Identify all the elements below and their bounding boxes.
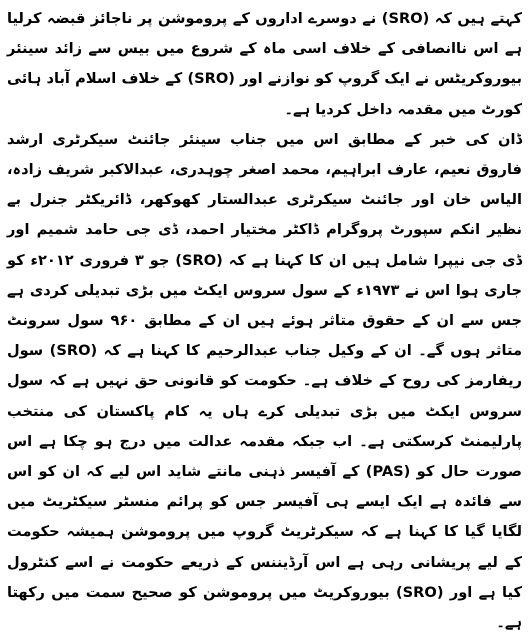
paragraph-1: کہتے ہیں کہ (SRO) نے دوسرے اداروں کے پروموشن پر ناجائز قبضہ کرلیا ہے اس ناانصافی کے خلاف اسی ماہ کے شروع میں بیس سے زائد سینئر بیوروکریٹس نے ایک گروپ کو نوازنے اور (SRO) کے خلاف اسلام آباد ہائی کورٹ میں مقدمہ داخل کردیا ہے۔	[7, 10, 523, 118]
paragraph-2: ڈان کی خبر کے مطابق اس میں جناب سینئر جائنٹ سیکرٹری ارشد فاروق نعیم، عارف ابراہیم، محمد اصغر چوہدری، عبدالاکبر شریف زادہ، الیاس خان اور جائنٹ سیکرٹری عبدالستار کھوکھر، ڈائریکٹر جنرل بے نظیر انکم سپورٹ پروگرام ڈاکٹر مختیار احمد، ڈی جی حامد شمیم اور ڈی جی نیپرا شامل ہیں ان کا کہنا ہے کہ (SRO) جو ۳ فروری ۲۰۱۲ء کو جاری ہوا اس نے ۱۹۷۳ء کے سول سروس ایکٹ میں بڑی تبدیلی کردی ہے جس سے ان کے حقوق متاثر ہوئے ہیں ان کے مطابق ۹۶۰ سول سرونٹ متاثر ہوں گے۔ ان کے وکیل جناب عبدالرحیم کا کہنا ہے کہ (SRO) سول ریفارمز کی روح کے خلاف ہے۔ حکومت کو قانونی حق نہیں ہے کہ سول سروس ایکٹ میں بڑی تبدیلی کرے ہاں یہ کام پاکستان کی منتخب پارلیمنٹ کرسکتی ہے۔ اب جبکہ مقدمہ عدالت میں درج ہو چکا ہے اس صورت حال کو (PAS) کے آفیسر ذہنی مانتے شاید اس لیے کہ ان کو اس سے فائدہ ہے ایک ایسے ہی آفیسر جس کو پرائم منسٹر سیکٹریٹ میں لگایا گیا کا کہنا ہے کہ سیکرٹریٹ گروپ میں پروموشن ہمیشہ حکومت کے لیے پریشانی رہی ہے اس آرڈیننس کے ذریعے حکومت نے اسے کنٹرول کیا ہے اور (SRO) بیوروکریٹ میں پروموشن کو صحیح سمت میں رکھتا ہے۔	[7, 130, 522, 632]
